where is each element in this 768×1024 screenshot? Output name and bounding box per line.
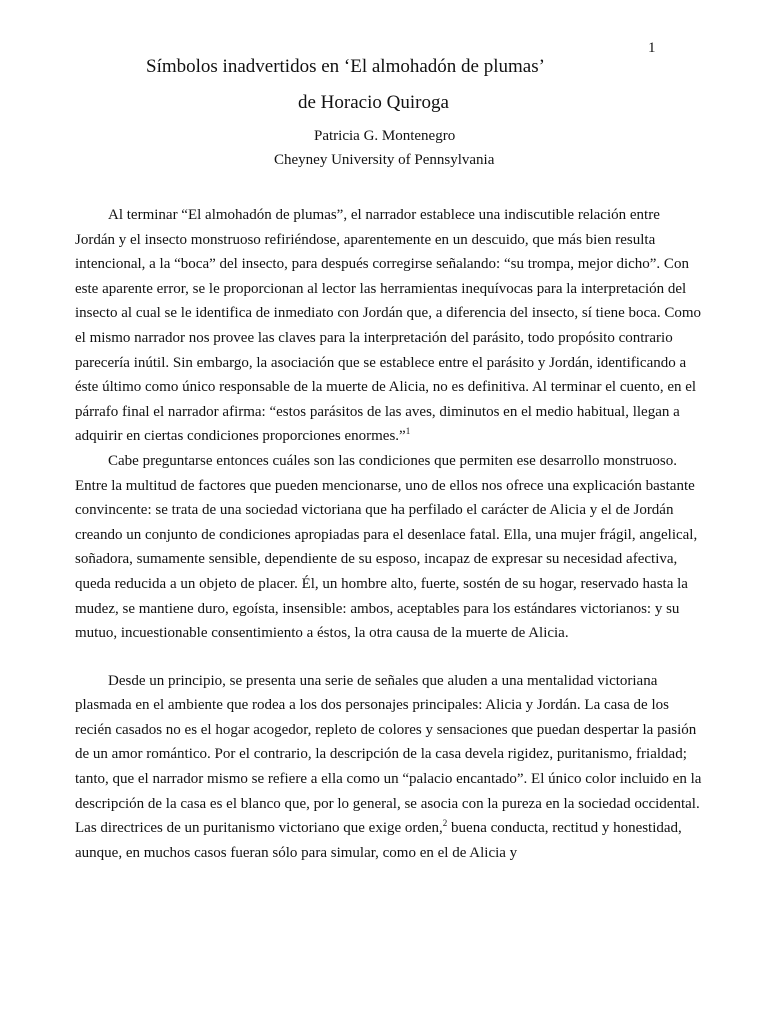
paragraph-1 — [75, 203, 702, 449]
author-name: Patricia G. Montenegro — [314, 128, 456, 144]
article-title-line-1: Símbolos inadvertidos en ‘El almohadón de plumas’ — [146, 56, 545, 77]
paragraph-2: Cabe preguntarse entonces cuáles son las condiciones que permiten ese desarrollo monstruoso. Entre la multitud de factores que pueden mencionarse, uno de ellos nos ofrece una explicación bastante convincente: se trata de una sociedad victoriana que ha perfilado el carácter de Alicia y el de Jordán creando un conjunto de condiciones apropiadas para el desenlace fatal. Ella, una mujer frágil, angelical, soñadora, sumamente sensible, dependiente de su esposo, incapaz de expresar su necesidad afectiva, queda reducida a un objeto de placer. Él, un hombre alto, fuerte, sostén de su hogar, reservado hasta la mudez, se mantiene duro, egoísta, insensible: ambos, aceptables para los estándares victorianos: y su mutuo, incuestionable consentimiento a éstos, la otra causa de la muerte de Alicia. — [75, 452, 698, 642]
footnote-ref-1[interactable]: 1 — [405, 426, 411, 437]
paragraph-3-text-before: Desde un principio, se presenta una serie de señales que aluden a una mentalidad victoriana plasmada en el ambiente que rodea a los dos personajes principales: Alicia y Jordán. La casa de los recién casados no es el hogar acogedor, repleto de colores y sensaciones que puedan despertar la pasión de un amor romántico. Por el contrario, la descripción de la casa devela rigidez, puritanismo, frialdad; tanto, que el narrador mismo se refiere a ella como un “palacio encantado”. El único color incluido en la descripción de la casa es el blanco que, por lo general, se asocia con la pureza en la sociedad occidental. Las directrices de un puritanismo victoriano que exige orden, — [75, 672, 702, 837]
paragraph-3-text-after: buena conducta, rectitud y honestidad, aunque, en muchos casos fueran sólo para simular, como en el de Alicia y — [75, 820, 682, 861]
footnote-ref-2[interactable]: 2 — [442, 818, 448, 829]
author-affiliation: Cheyney University of Pennsylvania — [274, 152, 495, 168]
article-title-line-2: de Horacio Quiroga — [298, 92, 449, 113]
article-body — [75, 203, 702, 865]
paragraph-3 — [75, 669, 702, 866]
page-number: 1 — [648, 40, 656, 56]
paragraph-1-text: Al terminar “El almohadón de plumas”, el narrador establece una indiscutible relación entre Jordán y el insecto monstruoso refiriéndose, aparentemente en un descuido, que más bien resulta intencional, a la “boca” del insecto, para después corregirse señalando: “su trompa, mejor dicho”. Con este aparente error, se le proporcionan al lector las herramientas inequívocas para la interpretación del insecto al cual se le identifica de inmediato con Jordán que, a diferencia del insecto, sí tiene boca. Como el mismo narrador nos provee las claves para la interpretación del parásito, todo propósito contrario parecería inútil. Sin embargo, la asociación que se establece entre el parásito y Jordán, identificando a éste último como único responsable de la muerte de Alicia, no es definitiva. Al terminar el cuento, en el párrafo final el narrador afirma: “estos parásitos de las aves, diminutos en el medio habitual, llegan a adquirir en ciertas condiciones proporciones enormes.” — [75, 207, 702, 445]
